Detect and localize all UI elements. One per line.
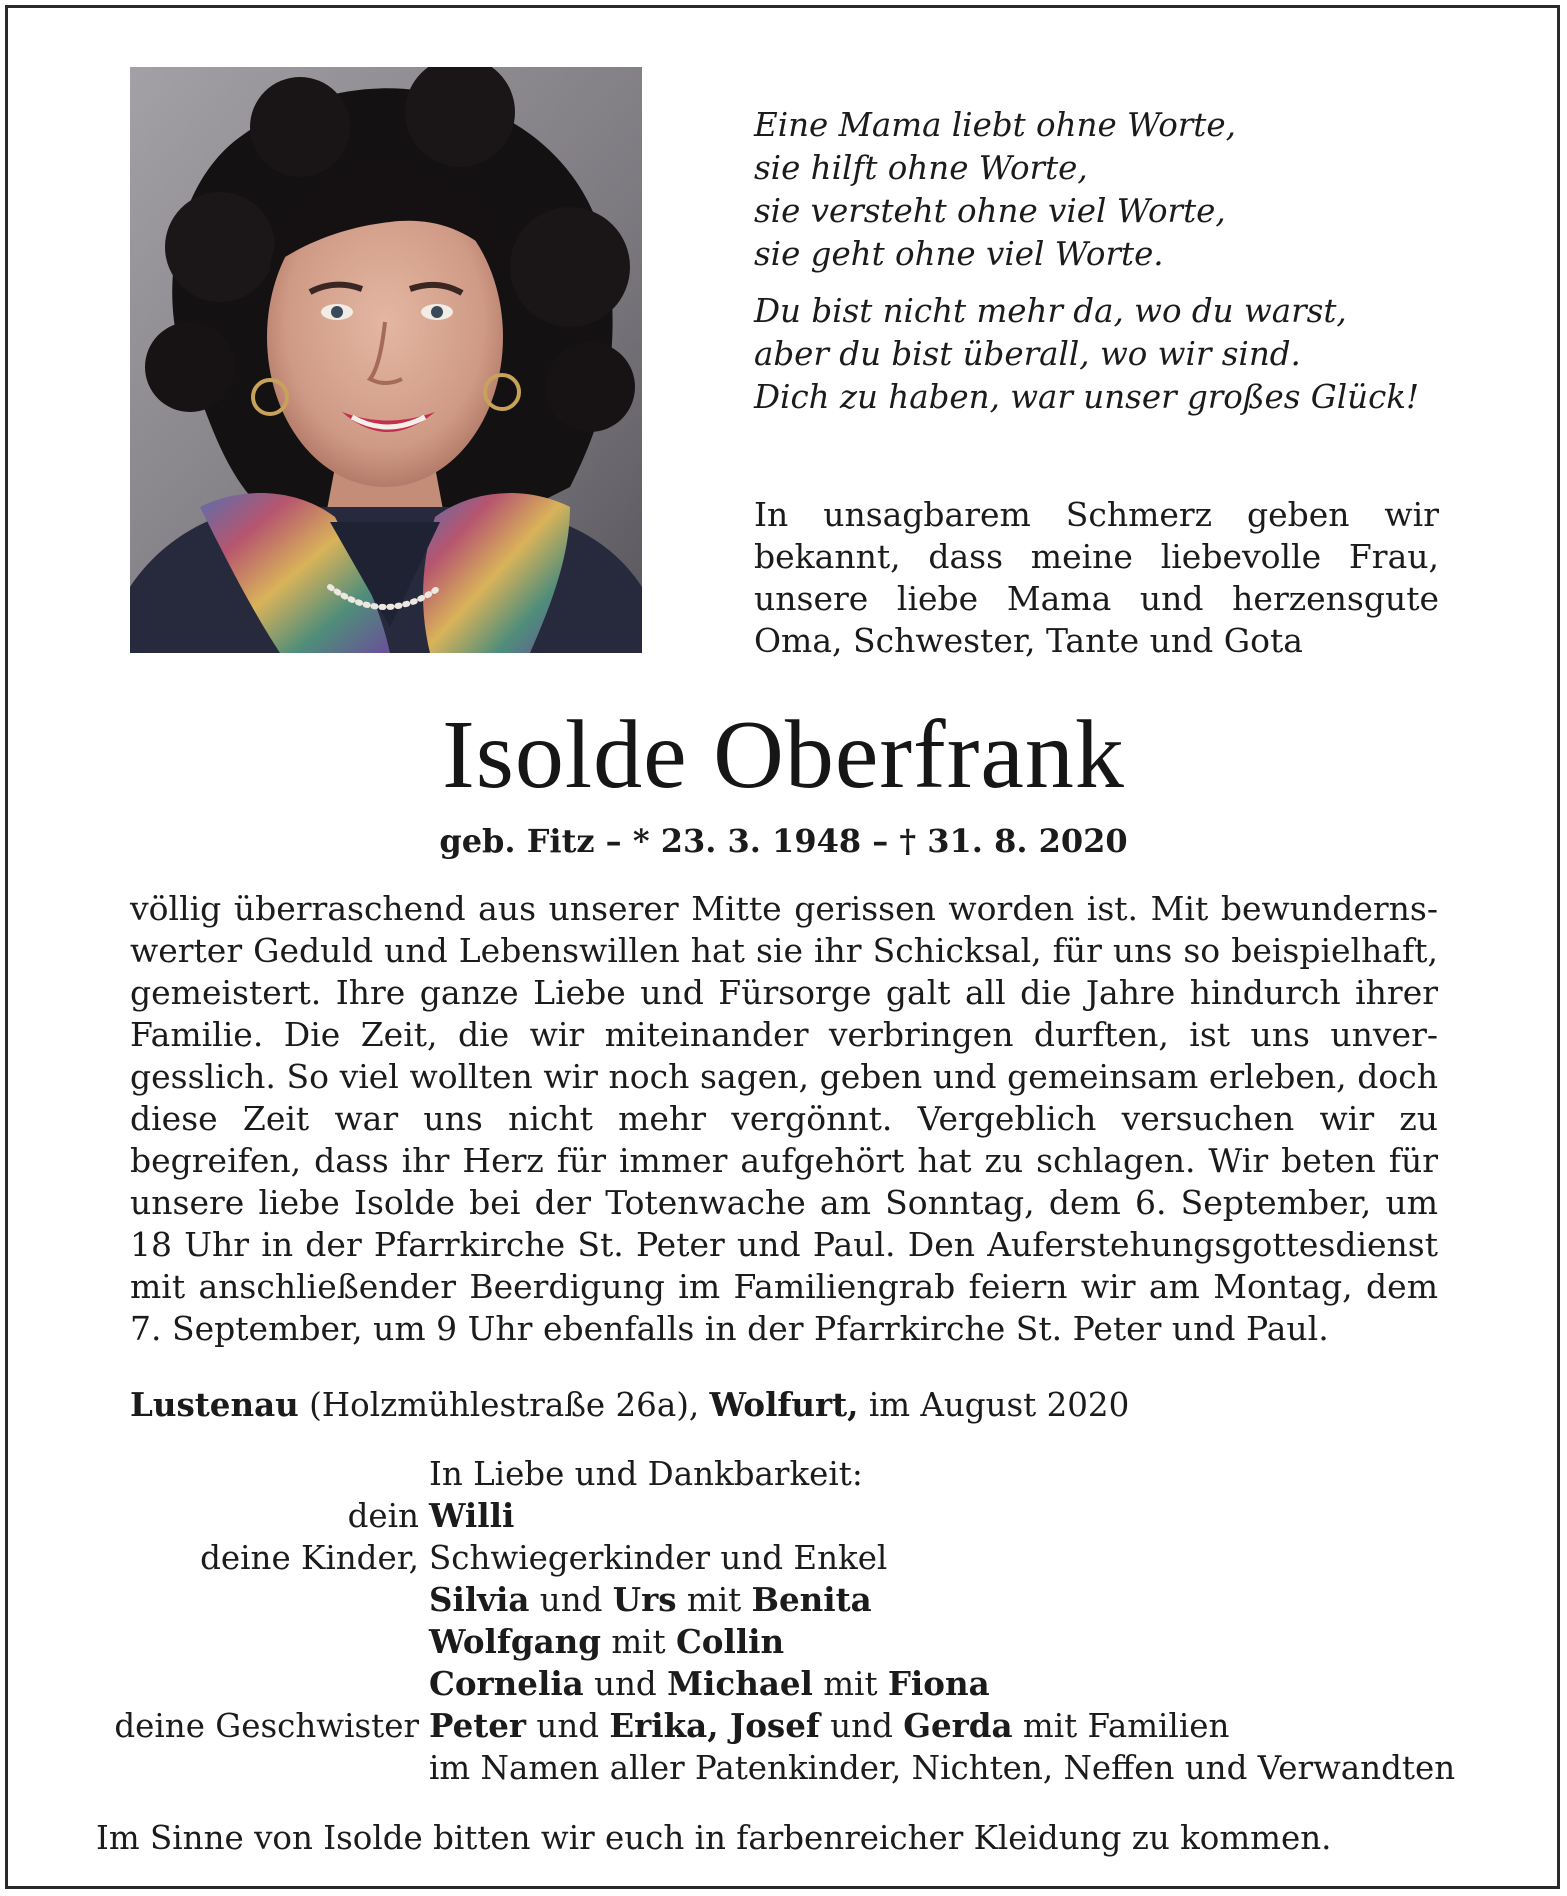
birth-death-dates: geb. Fitz – * 23. 3. 1948 – † 31. 8. 2020 [439, 822, 1128, 860]
connector: und [526, 1707, 610, 1745]
children-row [0, 1537, 1567, 1579]
connector: mit [601, 1623, 676, 1661]
poem-stanza-1 [754, 104, 1454, 276]
poem-line: Dich zu haben, war unser großes Glück! [754, 378, 1420, 416]
place-town-2: Wolfurt, [709, 1385, 859, 1424]
mourners-intro-row [0, 1453, 1567, 1495]
family-member: Wolfgang [429, 1622, 601, 1661]
intro-paragraph: In unsagbarem Schmerz geben wir bekannt, dass meine liebevolle Frau, unsere liebe Mama und herzensgute Oma, Schwester, Tante und Gota [754, 495, 1439, 660]
connector: und [529, 1581, 613, 1619]
connector: mit Familien [1012, 1707, 1230, 1745]
spouse-row [0, 1495, 1567, 1537]
family-member: Urs [612, 1580, 677, 1619]
family-row-2 [0, 1621, 1567, 1663]
family-member: Collin [675, 1622, 785, 1661]
sibling: Erika, Josef [609, 1706, 820, 1745]
place-date: im August 2020 [858, 1386, 1130, 1424]
family-member: Silvia [429, 1580, 530, 1619]
connector: mit [812, 1665, 888, 1703]
poem-line: Du bist nicht mehr da, wo du warst, [754, 292, 1347, 330]
notice-body: völlig überraschend aus unserer Mitte gerissen worden ist. Mit bewundernswerter Geduld und Lebenswillen hat sie ihr Schicksal, für uns so beispielhaft, gemeistert. Ihre ganze Liebe und Fürsorge galt all die Jahre hindurch ihrer Familie. Die Zeit, die wir miteinander verbringen durften, ist uns unvergesslich. So viel wollten wir noch sagen, geben und gemeinsam erleben, doch diese Zeit war uns nicht mehr vergönnt. Vergeblich versuchen wir zu begreifen, dass ihr Herz für immer aufgehört hat zu schlagen. Wir beten für unsere liebe Isolde bei der Totenwache am Sonntag, dem 6. September, um 18 Uhr in der Pfarrkirche St. Peter und Paul. Den Auferstehungsgottesdienst mit anschließender Beerdigung im Familiengrab feiern wir am Montag, dem 7. September, um 9 Uhr ebenfalls in der Pfarrkirche St. Peter und Paul. [130, 889, 1438, 1348]
relatives-row [0, 1747, 1567, 1789]
place-town-1: Lustenau [130, 1385, 299, 1424]
poem-stanza-2 [754, 290, 1454, 419]
poem-line: sie geht ohne viel Worte. [754, 235, 1164, 273]
poem-line: Eine Mama liebt ohne Worte, [754, 106, 1236, 144]
family-member: Fiona [887, 1664, 990, 1703]
portrait-photo [130, 67, 642, 653]
poem-line: sie versteht ohne viel Worte, [754, 192, 1226, 230]
connector: mit [676, 1581, 752, 1619]
place-and-date [130, 1384, 1129, 1426]
family-member: Michael [667, 1664, 813, 1703]
poem-line: aber du bist überall, wo wir sind. [754, 335, 1301, 373]
sibling: Peter [429, 1706, 527, 1745]
family-row-1 [0, 1579, 1567, 1621]
closing-request: Im Sinne von Isolde bitten wir euch in farbenreicher Kleidung zu kommen. [96, 1819, 1332, 1857]
family-member: Cornelia [429, 1664, 584, 1703]
children-label: deine Kinder, [200, 1539, 419, 1577]
relatives-line: im Namen aller Patenkinder, Nichten, Neffen und Verwandten [429, 1749, 1456, 1787]
children-line: Schwiegerkinder und Enkel [429, 1539, 888, 1577]
deceased-name: Isolde Oberfrank [442, 701, 1125, 809]
mourners-list [0, 1453, 1567, 1789]
place-address: (Holzmühlestraße 26a), [298, 1386, 710, 1424]
family-row-3 [0, 1663, 1567, 1705]
spouse-label: dein [347, 1497, 419, 1535]
siblings-label: deine Geschwister [114, 1707, 419, 1745]
connector: und [819, 1707, 904, 1745]
spouse-name: Willi [429, 1496, 515, 1535]
poem-line: sie hilft ohne Worte, [754, 149, 1088, 187]
mourners-intro: In Liebe und Dankbarkeit: [429, 1455, 863, 1493]
poem [754, 104, 1454, 433]
siblings-row [0, 1705, 1567, 1747]
sibling: Gerda [903, 1706, 1013, 1745]
connector: und [583, 1665, 668, 1703]
family-member: Benita [751, 1580, 872, 1619]
